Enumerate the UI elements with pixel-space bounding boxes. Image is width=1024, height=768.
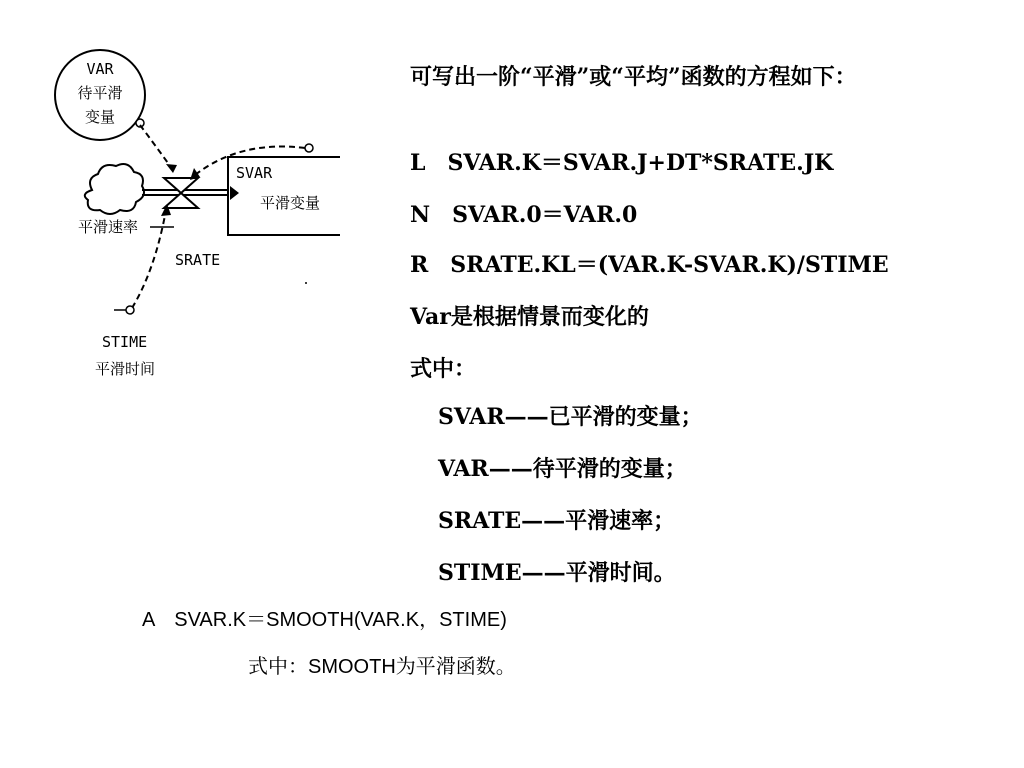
svar-box-label-2: 平滑变量 <box>260 194 321 212</box>
equation-n: N SVAR.0＝VAR.0 <box>410 202 638 228</box>
smooth-function-note: 式中：SMOOTH为平滑函数。 <box>248 656 516 678</box>
definition-stime: STIME——平滑时间。 <box>438 560 676 586</box>
definition-srate: SRATE——平滑速率； <box>438 508 676 534</box>
definition-var: VAR——待平滑的变量； <box>438 456 687 482</box>
equation-l: L SVAR.K＝SVAR.J+DT*SRATE.JK <box>410 150 834 176</box>
flow-arrowhead <box>230 186 239 200</box>
equation-r: R SRATE.KL＝(VAR.K-SVAR.K)/STIME <box>410 252 889 278</box>
smoothing-diagram <box>40 40 340 390</box>
source-cloud-icon <box>85 164 144 214</box>
srate-label: SRATE <box>175 251 221 269</box>
var-circle-label-1: VAR <box>86 60 114 78</box>
smoothing-diagram-svg <box>40 40 340 390</box>
stray-dot <box>305 282 307 284</box>
var-circle-label-2: 待平滑 <box>77 84 123 102</box>
svar-box-label-1: SVAR <box>236 164 273 182</box>
where-label: 式中： <box>410 356 477 382</box>
stime-label-2: 平滑时间 <box>95 360 156 378</box>
var-to-rate-link <box>140 125 173 170</box>
stime-label-1: STIME <box>102 333 148 351</box>
intro-text: 可写出一阶“平滑”或“平均”函数的方程如下： <box>410 64 857 90</box>
var-circle-label-3: 变量 <box>84 108 116 126</box>
definition-svar: SVAR——已平滑的变量； <box>438 404 703 430</box>
rate-label: 平滑速率 <box>78 218 139 236</box>
stime-connector-dot <box>126 306 134 314</box>
equation-a: A SVAR.K＝SMOOTH(VAR.K，STIME) <box>142 609 507 631</box>
svar-connector-dot <box>305 144 313 152</box>
var-link-arrowhead <box>166 164 177 173</box>
var-note: Var是根据情景而变化的 <box>410 304 649 330</box>
